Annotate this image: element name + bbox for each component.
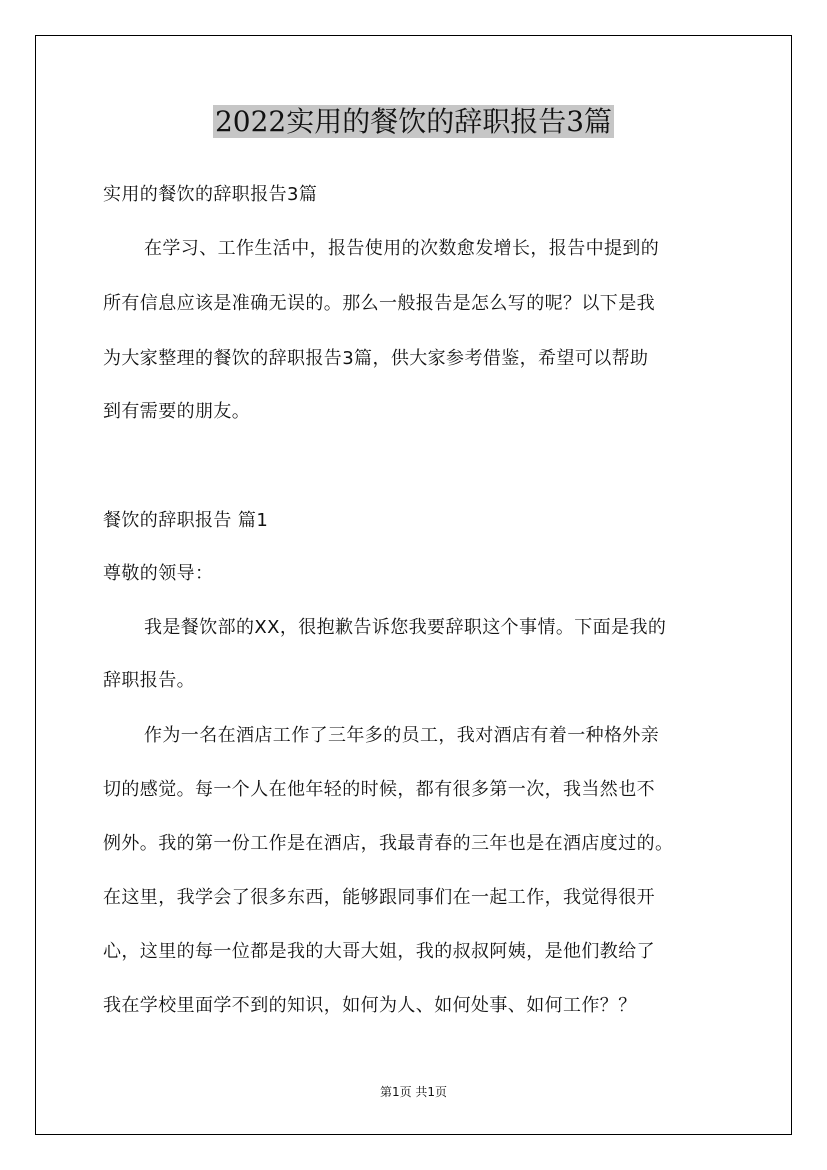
intro-line: 到有需要的朋友。 — [103, 401, 251, 422]
paragraph-line: 我是餐饮部的XX，很抱歉告诉您我要辞职这个事情。下面是我的 — [144, 617, 667, 638]
paragraph-line: 辞职报告。 — [103, 670, 195, 691]
paragraph-line: 心，这里的每一位都是我的大哥大姐，我的叔叔阿姨，是他们教给了 — [103, 941, 655, 962]
paragraph-line: 例外。我的第一份工作是在酒店，我最青春的三年也是在酒店度过的。 — [103, 833, 674, 854]
salutation: 尊敬的领导： — [103, 563, 214, 584]
intro-line: 在学习、工作生活中，报告使用的次数愈发增长，报告中提到的 — [144, 238, 660, 259]
paragraph-line: 切的感觉。每一个人在他年轻的时候，都有很多第一次，我当然也不 — [103, 779, 655, 800]
intro-line: 为大家整理的餐饮的辞职报告3篇，供大家参考借鉴，希望可以帮助 — [103, 348, 649, 369]
paragraph-line: 作为一名在酒店工作了三年多的员工，我对酒店有着一种格外亲 — [144, 725, 660, 746]
paragraph-line: 我在学校里面学不到的知识，如何为人、如何处事、如何工作？？ — [103, 995, 637, 1016]
intro-line: 所有信息应该是准确无误的。那么一般报告是怎么写的呢？以下是我 — [103, 293, 655, 314]
page-footer: 第1页 共1页 — [379, 1085, 448, 1099]
document-title-block — [0, 100, 827, 144]
paragraph-line: 在这里，我学会了很多东西，能够跟同事们在一起工作，我觉得很开 — [103, 887, 655, 908]
document-subtitle: 实用的餐饮的辞职报告3篇 — [103, 184, 318, 205]
document-title: 2022实用的餐饮的辞职报告3篇 — [214, 105, 613, 138]
section-heading: 餐饮的辞职报告 篇1 — [103, 510, 269, 531]
